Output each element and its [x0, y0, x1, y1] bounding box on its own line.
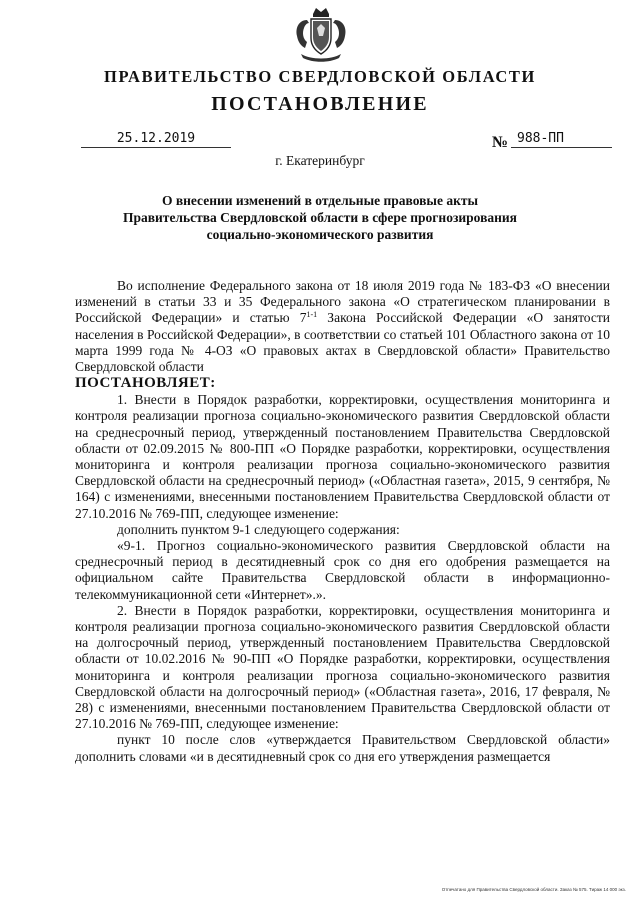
item-2-sub: пункт 10 после слов «утверждается Правительством Свердловской области» дополнить словами «и в десятидневный срок со дня его утверждения размещается	[75, 732, 610, 764]
intro-paragraph	[75, 278, 610, 375]
subject-line: Правительства Свердловской области в сфере прогнозирования	[122, 210, 517, 225]
government-name: ПРАВИТЕЛЬСТВО СВЕРДЛОВСКОЙ ОБЛАСТИ	[104, 67, 536, 86]
item-2: 2. Внести в Порядок разработки, корректировки, осуществления мониторинга и контроля реализации прогноза социально-экономического развития Свердловской области на долгосрочный период, утвержденный постановлением Правительства Свердловской области от 10.02.2016 № 90-ПП «О Порядке разработки, корректировки, осуществления мониторинга и контроля реализации прогноза социально-экономического развития Свердловской области на долгосрочный период» («Областная газета», 2016, 17 февраля, № 28) с изменениями, внесенными постановлением Правительства Свердловской области от 27.10.2016 № 769-ПП, следующее изменение:	[75, 602, 610, 732]
document-date: 25.12.2019	[81, 131, 231, 148]
intro-text-cont: Закона Российской Федерации «О занятости населения в Российской Федерации», в соответствии со статьей 101 Областного закона от 10 марта 1999 года № 4-ОЗ «О правовых актах в Свердловской области» Правительство Свердловской области	[75, 310, 610, 375]
document-body	[75, 278, 610, 765]
print-footer: Отпечатано для Правительства Свердловской области. Заказ № 575. Тираж 14 000 экз.	[441, 887, 626, 892]
city: г. Екатеринбург	[275, 153, 365, 168]
number-sign: №	[492, 134, 509, 151]
coat-of-arms-icon	[291, 6, 351, 64]
item-1: 1. Внести в Порядок разработки, корректировки, осуществления мониторинга и контроля реализации прогноза социально-экономического развития Свердловской области на среднесрочный период, утвержденный постановлением Правительства Свердловской области от 02.09.2015 № 800-ПП «О Порядке разработки, корректировки, осуществления мониторинга и контроля реализации прогноза социально-экономического развития Свердловской области на среднесрочный период» («Областная газета», 2015, 9 сентября, № 164) с изменениями, внесенными постановлением Правительства Свердловской области от 27.10.2016 № 769-ПП, следующее изменение:	[75, 392, 610, 521]
intro-text: Во исполнение Федерального закона от 18 июля 2019 года № 183-ФЗ «О внесении изменений в статьи 33 и 35 Федерального закона «О стратегическом планировании в Российской Федерации» и статью 7	[75, 278, 610, 326]
subject-line: О внесении изменений в отдельные правовые акты	[161, 193, 479, 208]
document-subject	[100, 192, 540, 243]
document-type: ПОСТАНОВЛЕНИЕ	[211, 93, 429, 115]
item-1-sub: дополнить пунктом 9-1 следующего содержания:	[117, 521, 400, 537]
subject-line: социально-экономического развития	[206, 227, 434, 242]
resolves-heading: ПОСТАНОВЛЯЕТ:	[75, 375, 216, 392]
article-superscript: 1-1	[306, 310, 318, 320]
document-number: 988-ПП	[511, 131, 612, 148]
item-1-quote: «9-1. Прогноз социально-экономического развития Свердловской области на среднесрочный период в десятидневный срок со дня его одобрения размещается на официальном сайте Правительства Свердловской области в информационно-телекоммуникационной сети «Интернет».».	[75, 538, 610, 602]
